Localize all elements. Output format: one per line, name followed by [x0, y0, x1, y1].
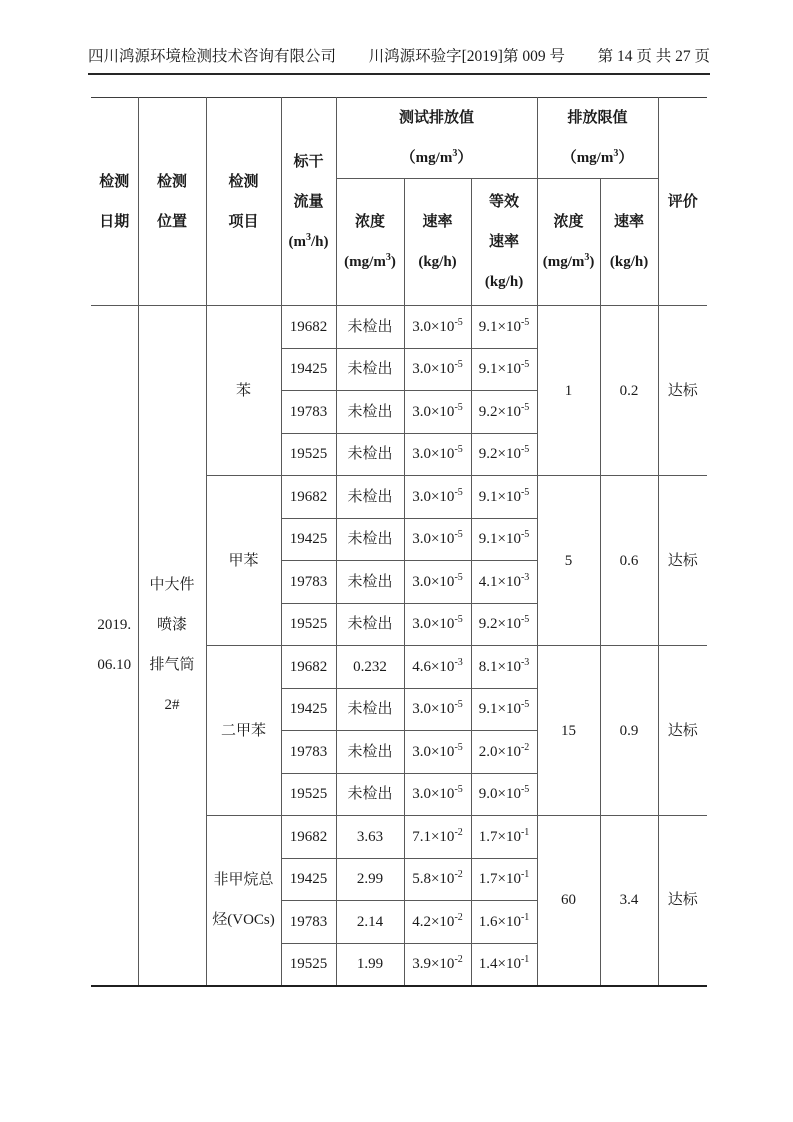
flow-cell: 19783: [281, 561, 336, 604]
test-rate-cell: $3.0\times 10^{-5}$: [404, 773, 471, 816]
eq-rate-cell: $9.1\times 10^{-5}$: [471, 348, 537, 391]
test-rate-cell: $3.0\times 10^{-5}$: [404, 348, 471, 391]
test-conc-cell: 0.232: [336, 646, 404, 689]
flow-cell: 19525: [281, 433, 336, 476]
test-rate-cell: $4.6\times 10^{-3}$: [404, 646, 471, 689]
limit-rate-cell: 3.4: [600, 816, 658, 986]
flow-cell: 19425: [281, 688, 336, 731]
page-number-info: 第 14 页 共 27 页: [597, 48, 710, 65]
flow-cell: 19525: [281, 943, 336, 986]
test-conc-cell: 未检出: [336, 518, 404, 561]
eq-rate-cell: $8.1\times 10^{-3}$: [471, 646, 537, 689]
test-conc-cell: 2.14: [336, 901, 404, 944]
flow-cell: 19525: [281, 773, 336, 816]
test-conc-cell: 未检出: [336, 603, 404, 646]
item-cell: 非甲烷总 烃(VOCs): [206, 816, 281, 986]
limit-conc-cell: 5: [537, 476, 600, 646]
date-cell: 2019. 06.10: [91, 306, 138, 986]
test-rate-cell: $3.0\times 10^{-5}$: [404, 391, 471, 434]
flow-cell: 19525: [281, 603, 336, 646]
eq-rate-cell: $2.0\times 10^{-2}$: [471, 731, 537, 774]
item-cell: 二甲苯: [206, 646, 281, 816]
eq-rate-cell: $9.1\times 10^{-5}$: [471, 306, 537, 349]
eq-rate-cell: $9.2\times 10^{-5}$: [471, 603, 537, 646]
flow-cell: 19682: [281, 816, 336, 859]
eq-rate-cell: $1.7\times 10^{-1}$: [471, 858, 537, 901]
document-number: 川鸿源环验字[2019]第 009 号: [368, 48, 565, 65]
flow-cell: 19783: [281, 901, 336, 944]
flow-cell: 19783: [281, 391, 336, 434]
eq-rate-cell: $9.2\times 10^{-5}$: [471, 433, 537, 476]
header-cell-test-group: 测试排放值 $(mg/m^3)$: [336, 98, 537, 179]
test-conc-cell: 未检出: [336, 773, 404, 816]
table-body: [91, 306, 707, 986]
location-cell: 中大件 喷漆 排气筒 2#: [138, 306, 206, 986]
flow-cell: 19425: [281, 858, 336, 901]
header-cell-test-conc: 浓度 $(mg/m^3)$: [336, 179, 404, 306]
limit-conc-cell: 15: [537, 646, 600, 816]
evaluation-cell: 达标: [658, 816, 707, 986]
company-name: 四川鸿源环境检测技术咨询有限公司: [88, 48, 337, 65]
test-rate-cell: $3.0\times 10^{-5}$: [404, 306, 471, 349]
header-cell-limit-rate: 速率 (kg/h): [600, 179, 658, 306]
limit-rate-cell: 0.2: [600, 306, 658, 476]
test-rate-cell: $3.0\times 10^{-5}$: [404, 518, 471, 561]
eq-rate-cell: $1.6\times 10^{-1}$: [471, 901, 537, 944]
test-rate-cell: $3.0\times 10^{-5}$: [404, 731, 471, 774]
flow-cell: 19425: [281, 518, 336, 561]
eq-rate-cell: $1.7\times 10^{-1}$: [471, 816, 537, 859]
evaluation-cell: 达标: [658, 476, 707, 646]
eq-rate-cell: $1.4\times 10^{-1}$: [471, 943, 537, 986]
header-cell-item: 检测 项目: [206, 98, 281, 306]
test-conc-cell: 2.99: [336, 858, 404, 901]
eq-rate-cell: $9.0\times 10^{-5}$: [471, 773, 537, 816]
header-cell-date: 检测 日期: [91, 98, 138, 306]
item-cell: 甲苯: [206, 476, 281, 646]
test-conc-cell: 未检出: [336, 391, 404, 434]
evaluation-cell: 达标: [658, 306, 707, 476]
header-cell-evaluation: 评价: [658, 98, 707, 306]
eq-rate-cell: $9.2\times 10^{-5}$: [471, 391, 537, 434]
test-rate-cell: $4.2\times 10^{-2}$: [404, 901, 471, 944]
limit-conc-cell: 1: [537, 306, 600, 476]
test-rate-cell: $5.8\times 10^{-2}$: [404, 858, 471, 901]
test-conc-cell: 未检出: [336, 433, 404, 476]
header-row-1: [91, 98, 707, 179]
flow-cell: 19425: [281, 348, 336, 391]
header-cell-location: 检测 位置: [138, 98, 206, 306]
test-rate-cell: $7.1\times 10^{-2}$: [404, 816, 471, 859]
test-rate-cell: $3.0\times 10^{-5}$: [404, 603, 471, 646]
eq-rate-cell: $9.1\times 10^{-5}$: [471, 518, 537, 561]
test-conc-cell: 未检出: [336, 348, 404, 391]
limit-rate-cell: 0.6: [600, 476, 658, 646]
header-cell-limit-conc: 浓度 $(mg/m^3)$: [537, 179, 600, 306]
header-cell-limit-group: 排放限值 $(mg/m^3)$: [537, 98, 658, 179]
flow-cell: 19682: [281, 306, 336, 349]
test-rate-cell: $3.0\times 10^{-5}$: [404, 561, 471, 604]
flow-cell: 19682: [281, 646, 336, 689]
limit-rate-cell: 0.9: [600, 646, 658, 816]
header-cell-test-rate: 速率 (kg/h): [404, 179, 471, 306]
test-rate-cell: $3.0\times 10^{-5}$: [404, 688, 471, 731]
page-header: [88, 44, 710, 75]
test-conc-cell: 未检出: [336, 476, 404, 519]
limit-conc-cell: 60: [537, 816, 600, 986]
test-rate-cell: $3.0\times 10^{-5}$: [404, 476, 471, 519]
test-conc-cell: 1.99: [336, 943, 404, 986]
table-header: [91, 98, 707, 306]
test-conc-cell: 未检出: [336, 306, 404, 349]
eq-rate-cell: $9.1\times 10^{-5}$: [471, 688, 537, 731]
eq-rate-cell: $4.1\times 10^{-3}$: [471, 561, 537, 604]
flow-cell: 19783: [281, 731, 336, 774]
evaluation-cell: 达标: [658, 646, 707, 816]
flow-cell: 19682: [281, 476, 336, 519]
header-cell-eq-rate: 等效 速率 (kg/h): [471, 179, 537, 306]
test-conc-cell: 3.63: [336, 816, 404, 859]
test-conc-cell: 未检出: [336, 561, 404, 604]
emissions-table: [91, 97, 707, 987]
test-conc-cell: 未检出: [336, 688, 404, 731]
eq-rate-cell: $9.1\times 10^{-5}$: [471, 476, 537, 519]
table-row: [91, 306, 707, 349]
test-rate-cell: $3.9\times 10^{-2}$: [404, 943, 471, 986]
test-conc-cell: 未检出: [336, 731, 404, 774]
header-cell-flow: 标干 流量 $(m^3/h)$: [281, 98, 336, 306]
test-rate-cell: $3.0\times 10^{-5}$: [404, 433, 471, 476]
item-cell: 苯: [206, 306, 281, 476]
